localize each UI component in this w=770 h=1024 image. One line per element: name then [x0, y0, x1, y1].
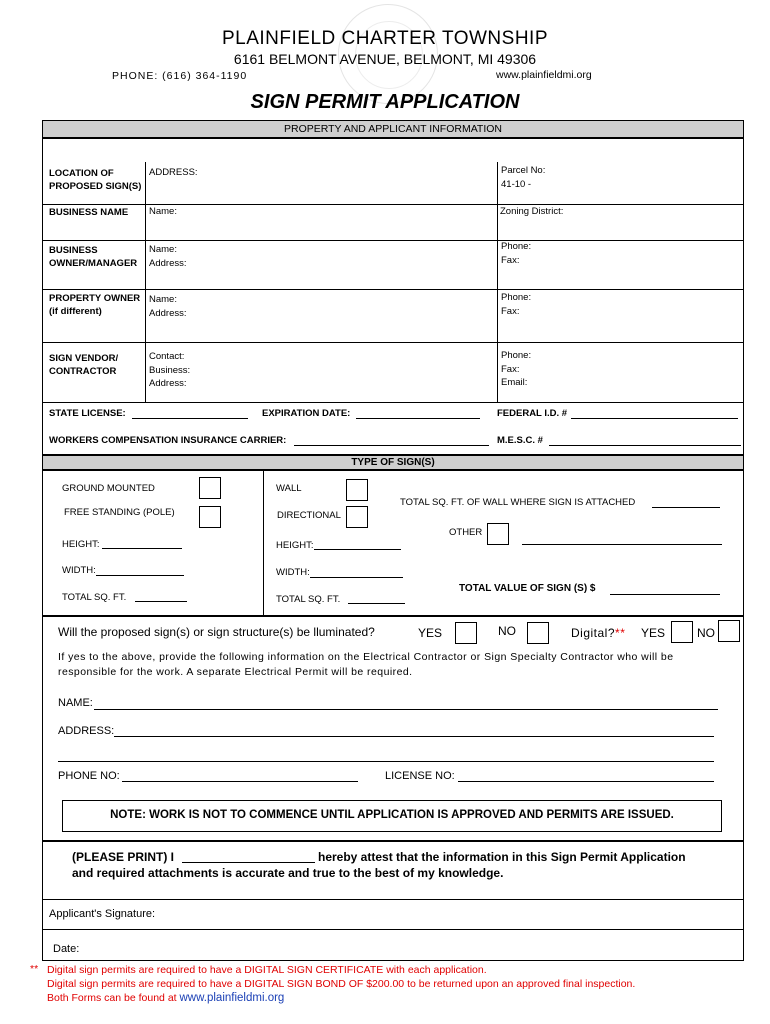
contractor-name-label: NAME:	[58, 697, 93, 709]
location-label: LOCATION OF PROPOSED SIGN(S)	[49, 168, 142, 192]
org-address: 6161 BELMONT AVENUE, BELMONT, MI 49306	[233, 51, 537, 67]
free-standing-checkbox[interactable]	[199, 506, 221, 528]
business-name-field[interactable]: Name:	[149, 206, 177, 217]
contractor-name-line[interactable]	[94, 709, 718, 710]
illuminated-yes-label: YES	[418, 626, 443, 640]
footer-line-1: Digital sign permits are required to have a DIGITAL SIGN CERTIFICATE with each application.	[47, 964, 487, 976]
expiration-date-line[interactable]	[356, 418, 480, 419]
height-left-label: HEIGHT:	[62, 539, 100, 550]
total-wall-line[interactable]	[652, 507, 720, 508]
property-owner-label: PROPERTY OWNER (if different)	[49, 293, 141, 317]
footer-line-2: Digital sign permits are required to have a DIGITAL SIGN BOND OF $200.00 to be returned upon an approved final inspection.	[47, 978, 636, 990]
total-sqft-right-line[interactable]	[348, 603, 405, 604]
height-left-line[interactable]	[102, 548, 182, 549]
org-website[interactable]: www.plainfieldmi.org	[496, 69, 592, 81]
section-type-of-signs-header: TYPE OF SIGN(S)	[42, 455, 744, 470]
sign-vendor-fields[interactable]: Contact: Business: Address:	[149, 351, 191, 389]
digital-no-label: NO	[697, 626, 715, 640]
digital-question: Digital?**	[571, 626, 626, 640]
contractor-address-line[interactable]	[114, 736, 714, 737]
property-owner-fields[interactable]: Name: Address:	[149, 294, 187, 319]
digital-no-checkbox[interactable]	[718, 620, 740, 642]
address-field[interactable]: ADDRESS:	[149, 167, 198, 178]
note-text: NOTE: WORK IS NOT TO COMMENCE UNTIL APPLICATION IS APPROVED AND PERMITS ARE ISSUED.	[110, 809, 674, 821]
illuminated-question: Will the proposed sign(s) or sign structure(s) be lluminated?	[58, 625, 375, 639]
ground-mounted-checkbox[interactable]	[199, 477, 221, 499]
contractor-instruction: If yes to the above, provide the following information on the Electrical Contractor or Sign Specialty Contractor who will be responsible for the work. A separate Electrical Permit will be required.	[58, 651, 674, 678]
federal-id-line[interactable]	[571, 418, 738, 419]
property-applicant-section	[42, 138, 744, 455]
width-right-label: WIDTH:	[276, 567, 310, 578]
workers-comp-label: WORKERS COMPENSATION INSURANCE CARRIER:	[49, 435, 287, 446]
owner-manager-label: BUSINESS OWNER/MANAGER	[49, 245, 138, 269]
total-value-line[interactable]	[610, 594, 720, 595]
contractor-phone-label: PHONE NO:	[58, 770, 120, 782]
state-license-line[interactable]	[132, 418, 248, 419]
sign-vendor-contact[interactable]: Phone: Fax: Email:	[501, 350, 532, 388]
attest-prefix: (PLEASE PRINT) I	[72, 850, 175, 864]
property-owner-contact[interactable]: Phone: Fax:	[501, 292, 532, 317]
date-label[interactable]: Date:	[53, 943, 80, 955]
total-wall-label: TOTAL SQ. FT. OF WALL WHERE SIGN IS ATTACHED	[400, 497, 636, 508]
org-name: PLAINFIELD CHARTER TOWNSHIP	[221, 28, 548, 49]
sign-vendor-label: SIGN VENDOR/ CONTRACTOR	[49, 353, 119, 377]
total-sqft-right-label: TOTAL SQ. FT.	[276, 594, 341, 605]
free-standing-label: FREE STANDING (POLE)	[64, 507, 175, 518]
contractor-phone-line[interactable]	[122, 781, 358, 782]
contractor-address-line-2[interactable]	[58, 761, 714, 762]
zoning-district-field[interactable]: Zoning District:	[500, 206, 564, 217]
parcel-field[interactable]: Parcel No: 41-10 -	[501, 165, 546, 190]
width-right-line[interactable]	[310, 577, 403, 578]
attest-line-2: and required attachments is accurate and true to the best of my knowledge.	[72, 866, 504, 880]
height-right-label: HEIGHT:	[276, 540, 314, 551]
other-checkbox[interactable]	[487, 523, 509, 545]
footer-asterisks: **	[30, 963, 39, 975]
footer-website-link[interactable]: www.plainfieldmi.org	[179, 992, 285, 1004]
ground-mounted-label: GROUND MOUNTED	[62, 483, 155, 494]
wall-label: WALL	[276, 483, 302, 494]
total-sqft-left-line[interactable]	[135, 601, 187, 602]
width-left-line[interactable]	[96, 575, 184, 576]
org-phone: PHONE: (616) 364-1190	[112, 70, 248, 82]
total-value-label: TOTAL VALUE OF SIGN (S) $	[459, 583, 596, 594]
directional-label: DIRECTIONAL	[277, 510, 341, 521]
section-property-applicant-header: PROPERTY AND APPLICANT INFORMATION	[42, 120, 744, 138]
illuminated-no-checkbox[interactable]	[527, 622, 549, 644]
other-description-line[interactable]	[522, 544, 722, 545]
form-title: SIGN PERMIT APPLICATION	[250, 91, 520, 113]
total-sqft-left-label: TOTAL SQ. FT.	[62, 592, 127, 603]
directional-checkbox[interactable]	[346, 506, 368, 528]
digital-asterisks: **	[615, 626, 626, 640]
illuminated-no-label: NO	[498, 624, 516, 638]
mesc-label: M.E.S.C. #	[497, 435, 543, 446]
applicant-signature-label[interactable]: Applicant's Signature:	[49, 908, 156, 920]
height-right-line[interactable]	[314, 549, 401, 550]
footer-line-3: Both Forms can be found at www.plainfieldmi.org	[47, 992, 285, 1004]
owner-manager-contact[interactable]: Phone: Fax:	[501, 241, 532, 266]
digital-yes-label: YES	[641, 626, 666, 640]
illuminated-yes-checkbox[interactable]	[455, 622, 477, 644]
federal-id-label: FEDERAL I.D. #	[497, 408, 568, 419]
business-name-label: BUSINESS NAME	[49, 207, 129, 218]
attest-suffix: hereby attest that the information in this Sign Permit Application	[318, 850, 686, 864]
width-left-label: WIDTH:	[62, 565, 96, 576]
expiration-date-label: EXPIRATION DATE:	[262, 408, 351, 419]
owner-manager-fields[interactable]: Name: Address:	[149, 244, 187, 269]
other-label: OTHER	[449, 527, 483, 538]
contractor-license-line[interactable]	[458, 781, 714, 782]
wall-checkbox[interactable]	[346, 479, 368, 501]
attest-name-line[interactable]	[182, 862, 315, 863]
contractor-address-label: ADDRESS:	[58, 725, 115, 737]
digital-yes-checkbox[interactable]	[671, 621, 693, 643]
contractor-license-label: LICENSE NO:	[385, 770, 455, 782]
workers-comp-line[interactable]	[294, 445, 489, 446]
mesc-line[interactable]	[549, 445, 741, 446]
state-license-label: STATE LICENSE:	[49, 408, 126, 419]
